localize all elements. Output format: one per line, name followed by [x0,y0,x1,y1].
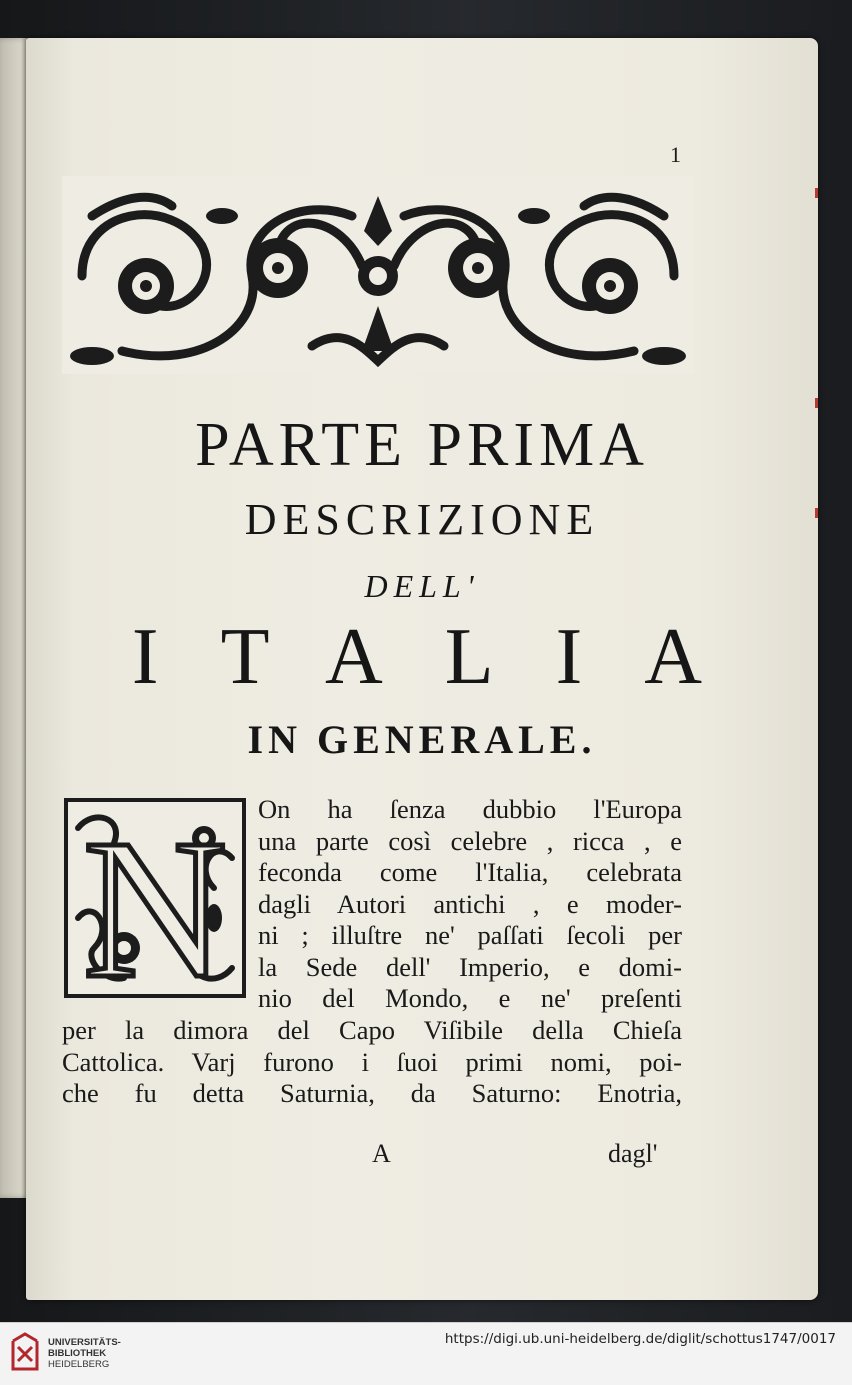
text-line: ni ; illuſtre ne' paſſati ſecoli per [258,920,682,950]
text-line: On ha ſenza dubbio l'Europa [258,794,682,824]
text-line: che fu detta Saturnia, da Saturno: Enotria, [62,1078,682,1108]
permalink-url[interactable]: https://digi.ub.uni-heidelberg.de/diglit/schottus1747/0017 [444,1331,836,1347]
text-line: per la dimora del Capo Viſibile della Chieſa [62,1015,682,1045]
part-title: PARTE PRIMA [195,411,649,479]
library-name-line: HEIDELBERG [48,1359,110,1370]
subtitle: IN GENERALE. [247,717,597,762]
decorated-initial-letter [64,798,246,998]
viewer-footer [0,1322,852,1385]
library-name[interactable] [48,1337,121,1370]
edge-mark [815,188,818,198]
text-line: dagli Autori antichi , e moder- [258,888,682,919]
title-connector: DELL' [364,568,480,604]
library-name-line: BIBLIOTHEK [48,1348,107,1359]
section-title: DESCRIZIONE [244,495,600,544]
book-page [26,38,818,1300]
catchword: dagl' [608,1139,658,1168]
paragraph-continuation [62,1015,682,1110]
text-line: la Sede dell' Imperio, e domi- [258,951,682,982]
page-number: 1 [670,142,681,167]
library-logo-icon[interactable] [10,1331,40,1375]
text-line: una parte così celebre , ricca , e [258,825,682,856]
text-line: nio del Mondo, e ne' preſenti [258,983,682,1013]
library-name-line: UNIVERSITÄTS- [48,1337,121,1348]
country-title: ITALIA [131,613,765,701]
text-line: feconda come l'Italia, celebrata [258,857,682,887]
edge-mark [815,398,818,408]
floral-headpiece-ornament [62,176,694,374]
opening-paragraph [258,794,682,1015]
initial-letter-glyph: N [82,799,228,998]
signature-mark: A [372,1139,391,1168]
text-line: Cattolica. Varj furono i ſuoi primi nomi, poi- [62,1046,682,1077]
